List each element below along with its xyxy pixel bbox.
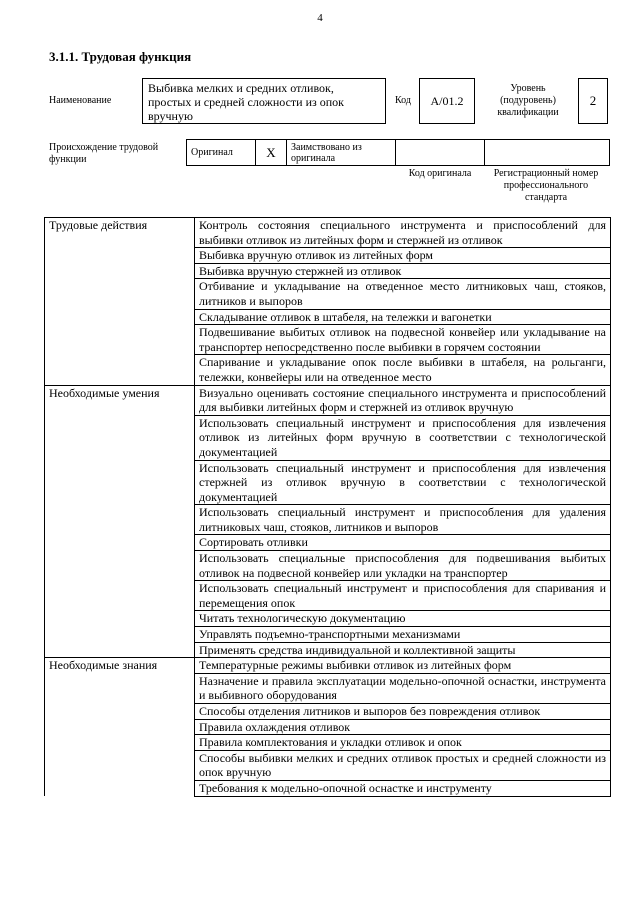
function-code-field: A/01.2 bbox=[419, 78, 475, 124]
section-heading-continuation bbox=[45, 355, 195, 385]
section-heading-continuation bbox=[45, 673, 195, 703]
section-heading-continuation bbox=[45, 535, 195, 551]
list-item: Способы выбивки мелких и средних отливок простых и средней сложности из опок вручную bbox=[195, 750, 611, 780]
code-label: Код bbox=[395, 95, 411, 106]
section-heading: Необходимые знания bbox=[45, 658, 195, 674]
list-item: Способы отделения литников и выпоров без повреждения отливок bbox=[195, 704, 611, 720]
table-row bbox=[45, 735, 611, 751]
list-item: Складывание отливок в штабеля, на тележки и вагонетки bbox=[195, 309, 611, 325]
list-item: Использовать специальный инструмент и приспособления для удаления литниковых чаш, стояков, литников и выпоров bbox=[195, 505, 611, 535]
list-item: Сортировать отливки bbox=[195, 535, 611, 551]
section-heading-continuation bbox=[45, 627, 195, 643]
section-heading-continuation bbox=[45, 248, 195, 264]
section-heading: Трудовые действия bbox=[45, 218, 195, 248]
table-row bbox=[45, 704, 611, 720]
list-item: Выбивка вручную стержней из отливок bbox=[195, 263, 611, 279]
section-heading-continuation bbox=[45, 551, 195, 581]
list-item: Назначение и правила эксплуатации модельно-опочной оснастки, инструмента и выбивного оборудования bbox=[195, 673, 611, 703]
section-heading-continuation bbox=[45, 505, 195, 535]
section-heading-continuation bbox=[45, 581, 195, 611]
list-item: Использовать специальный инструмент и приспособления для извлечения отливок из литейных форм вручную в соответствии с технологической документацией bbox=[195, 415, 611, 460]
section-heading-continuation bbox=[45, 780, 195, 796]
table-row bbox=[45, 325, 611, 355]
reg-number-cell bbox=[485, 140, 610, 166]
section-heading-continuation bbox=[45, 750, 195, 780]
code-original-cell bbox=[396, 140, 485, 166]
table-row bbox=[45, 505, 611, 535]
section-title: 3.1.1. Трудовая функция bbox=[49, 49, 192, 64]
list-item: Требования к модельно-опочной оснастке и инструменту bbox=[195, 780, 611, 796]
borrowed-label: Заимствовано из оригинала bbox=[287, 140, 396, 166]
level-label: Уровень (подуровень) квалификации bbox=[497, 83, 559, 118]
function-name-field: Выбивка мелких и средних отливок, простых и средней сложности из опок вручную bbox=[142, 78, 386, 124]
qualification-level-field: 2 bbox=[578, 78, 608, 124]
list-item: Использовать специальные приспособления для подвешивания выбитых отливок на подвесной конвейер или укладки на транспортер bbox=[195, 551, 611, 581]
table-row bbox=[45, 750, 611, 780]
table-row bbox=[45, 415, 611, 460]
origin-label: Происхождение трудовой функции bbox=[49, 142, 159, 165]
list-item: Отбивание и укладывание на отведенное место литниковых чаш, стояков, литников и выпоров bbox=[195, 279, 611, 309]
section-heading-continuation bbox=[45, 611, 195, 627]
table-row bbox=[45, 218, 611, 248]
section-heading-continuation bbox=[45, 735, 195, 751]
reg-number-caption: Регистрационный номер профессионального стандарта bbox=[493, 168, 599, 203]
code-original-caption: Код оригинала bbox=[408, 168, 472, 179]
table-row bbox=[45, 673, 611, 703]
list-item: Использовать специальный инструмент и приспособления для извлечения стержней из отливок вручную в соответствии с технологической документацией bbox=[195, 460, 611, 505]
table-row bbox=[45, 551, 611, 581]
list-item: Подвешивание выбитых отливок на подвесной конвейер или укладывание на транспортер непосредственно после выбивки в горячем состоянии bbox=[195, 325, 611, 355]
list-item: Визуально оценивать состояние специального инструмента и приспособлений для выбивки литейных форм и стержней из отливок вручную bbox=[195, 385, 611, 415]
table-row bbox=[45, 460, 611, 505]
list-item: Читать технологическую документацию bbox=[195, 611, 611, 627]
list-item: Использовать специальный инструмент и приспособления для спаривания и перемещения опок bbox=[195, 581, 611, 611]
table-row bbox=[45, 719, 611, 735]
table-row bbox=[45, 627, 611, 643]
table-row bbox=[45, 309, 611, 325]
section-heading-continuation bbox=[45, 460, 195, 505]
table-row bbox=[45, 279, 611, 309]
table-row bbox=[45, 535, 611, 551]
section-heading-continuation bbox=[45, 704, 195, 720]
table-row bbox=[45, 611, 611, 627]
section-heading-continuation bbox=[45, 263, 195, 279]
table-row bbox=[45, 581, 611, 611]
list-item: Температурные режимы выбивки отливок из литейных форм bbox=[195, 658, 611, 674]
section-heading-continuation bbox=[45, 325, 195, 355]
page-number: 4 bbox=[317, 12, 323, 24]
table-row bbox=[45, 780, 611, 796]
table-row bbox=[45, 385, 611, 415]
original-label: Оригинал bbox=[187, 140, 256, 166]
original-mark: X bbox=[256, 140, 287, 166]
list-item: Спаривание и укладывание опок после выбивки в штабеля, на рольганги, тележки, конвейеры или на отведенное место bbox=[195, 355, 611, 385]
section-heading: Необходимые умения bbox=[45, 385, 195, 415]
table-row bbox=[45, 642, 611, 658]
section-heading-continuation bbox=[45, 642, 195, 658]
table-row bbox=[45, 248, 611, 264]
list-item: Правила охлаждения отливок bbox=[195, 719, 611, 735]
section-heading-continuation bbox=[45, 415, 195, 460]
list-item: Управлять подъемно-транспортными механизмами bbox=[195, 627, 611, 643]
list-item: Правила комплектования и укладки отливок и опок bbox=[195, 735, 611, 751]
section-heading-continuation bbox=[45, 719, 195, 735]
table-row bbox=[45, 263, 611, 279]
labor-function-table bbox=[44, 217, 611, 797]
section-heading-continuation bbox=[45, 279, 195, 309]
table-row bbox=[45, 658, 611, 674]
list-item: Выбивка вручную отливок из литейных форм bbox=[195, 248, 611, 264]
origin-table bbox=[186, 139, 610, 166]
section-heading-continuation bbox=[45, 309, 195, 325]
table-row bbox=[45, 355, 611, 385]
list-item: Контроль состояния специального инструмента и приспособлений для выбивки отливок из литейных форм и стержней из отливок bbox=[195, 218, 611, 248]
list-item: Применять средства индивидуальной и коллективной защиты bbox=[195, 642, 611, 658]
name-label: Наименование bbox=[49, 95, 112, 106]
